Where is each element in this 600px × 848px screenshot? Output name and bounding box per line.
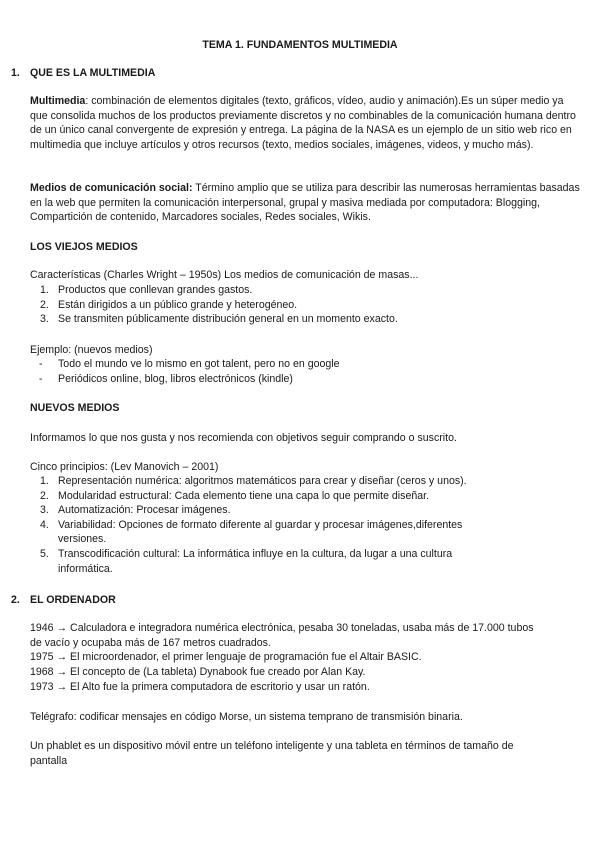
section-2-title: EL ORDENADOR bbox=[30, 594, 116, 606]
principles-intro: Cinco principios: (Lev Manovich – 2001) bbox=[30, 461, 219, 473]
list-item: 2. Modularidad estructural: Cada elemento tiene una capa lo que permite diseñar. bbox=[40, 489, 430, 502]
list-item: 3. Automatización: Procesar imágenes. bbox=[40, 504, 231, 517]
section-2-number: 2. bbox=[11, 594, 20, 606]
multimedia-text: : combinación de elementos digitales (texto, gráficos, vídeo, audio y animación).Es un súper medio ya que consolida muchos de los productos previamente discretos y no combinables de la comunicación humana dentro de un único canal convergente de expresión y entrega. La página de la NASA es un ejemplo de un sitio web rico en multimedia que incluye artículos y otros recursos (texto, medios sociales, imágenes, videos, y mucho más). bbox=[30, 95, 576, 151]
list-item: 1. Productos que conllevan grandes gastos. bbox=[40, 284, 253, 296]
social-media-text: Término amplio que se utiliza para describir las numerosas herramientas basadas en la web que permiten la comunicación interpersonal, grupal y masiva mediada por computadora: Blogging, Compartición de contenido, Marcadores sociales, Redes sociales, Wikis. bbox=[30, 182, 580, 224]
list-item: 2. Están dirigidos a un público grande y heterogéneo. bbox=[40, 298, 298, 311]
nuevos-medios-intro: Informamos lo que nos gusta y nos recomienda con objetivos seguir comprando o suscrito. bbox=[30, 432, 457, 444]
timeline-1973: 1973 → El Alto fue la primera computadora de escritorio y usar un ratón. bbox=[30, 681, 370, 693]
phablet-paragraph: Un phablet es un dispositivo móvil entre un teléfono inteligente y una tableta en términos de tamaño de pantalla bbox=[30, 740, 514, 767]
viejos-medios-heading: LOS VIEJOS MEDIOS bbox=[30, 241, 138, 253]
nuevos-medios-heading: NUEVOS MEDIOS bbox=[30, 402, 120, 414]
viejos-medios-list bbox=[30, 283, 550, 327]
list-item: - Todo el mundo ve lo mismo en got talent, pero no en google bbox=[39, 358, 340, 370]
section-2-heading bbox=[11, 593, 116, 608]
timeline-1975: 1975 → El microordenador, el primer lenguaje de programación fue el Altair BASIC. bbox=[30, 651, 422, 663]
telegrafo-paragraph: Telégrafo: codificar mensajes en código Morse, un sistema temprano de transmisión binaria. bbox=[30, 711, 463, 723]
timeline-1946: 1946 → Calculadora e integradora numérica electrónica, pesaba 30 toneladas, usaba más de 17.000 tubos de vacío y ocupaba más de 167 metros cuadrados. bbox=[30, 622, 534, 649]
example-list bbox=[30, 357, 550, 386]
list-item: 5. Transcodificación cultural: La informática influye en la cultura, da lugar a una cultura informática. bbox=[40, 547, 453, 575]
section-1-title: QUE ES LA MULTIMEDIA bbox=[30, 67, 156, 79]
list-item: 4. Variabilidad: Opciones de formato diferente al guardar y procesar imágenes,diferentes versiones. bbox=[40, 518, 463, 546]
principles-list bbox=[30, 474, 500, 576]
example-intro: Ejemplo: (nuevos medios) bbox=[30, 344, 153, 356]
timeline-1968: 1968 → El concepto de (La tableta) Dynabook fue creado por Alan Kay. bbox=[30, 666, 366, 678]
multimedia-term: Multimedia bbox=[30, 95, 86, 107]
multimedia-definition bbox=[30, 94, 580, 152]
list-item: 1. Representación numérica: algoritmos matemáticos para crear y diseñar (ceros y unos). bbox=[40, 475, 467, 487]
section-1-heading bbox=[11, 66, 155, 81]
social-media-term: Medios de comunicación social: bbox=[30, 182, 193, 194]
viejos-medios-intro: Características (Charles Wright – 1950s) Los medios de comunicación de masas... bbox=[30, 269, 419, 281]
section-1-number: 1. bbox=[11, 67, 20, 79]
social-media-definition bbox=[30, 181, 582, 225]
document-title: TEMA 1. FUNDAMENTOS MULTIMEDIA bbox=[202, 39, 398, 51]
list-item: - Periódicos online, blog, libros electrónicos (kindle) bbox=[39, 372, 293, 385]
list-item: 3. Se transmiten públicamente distribución general en un momento exacto. bbox=[40, 313, 398, 326]
